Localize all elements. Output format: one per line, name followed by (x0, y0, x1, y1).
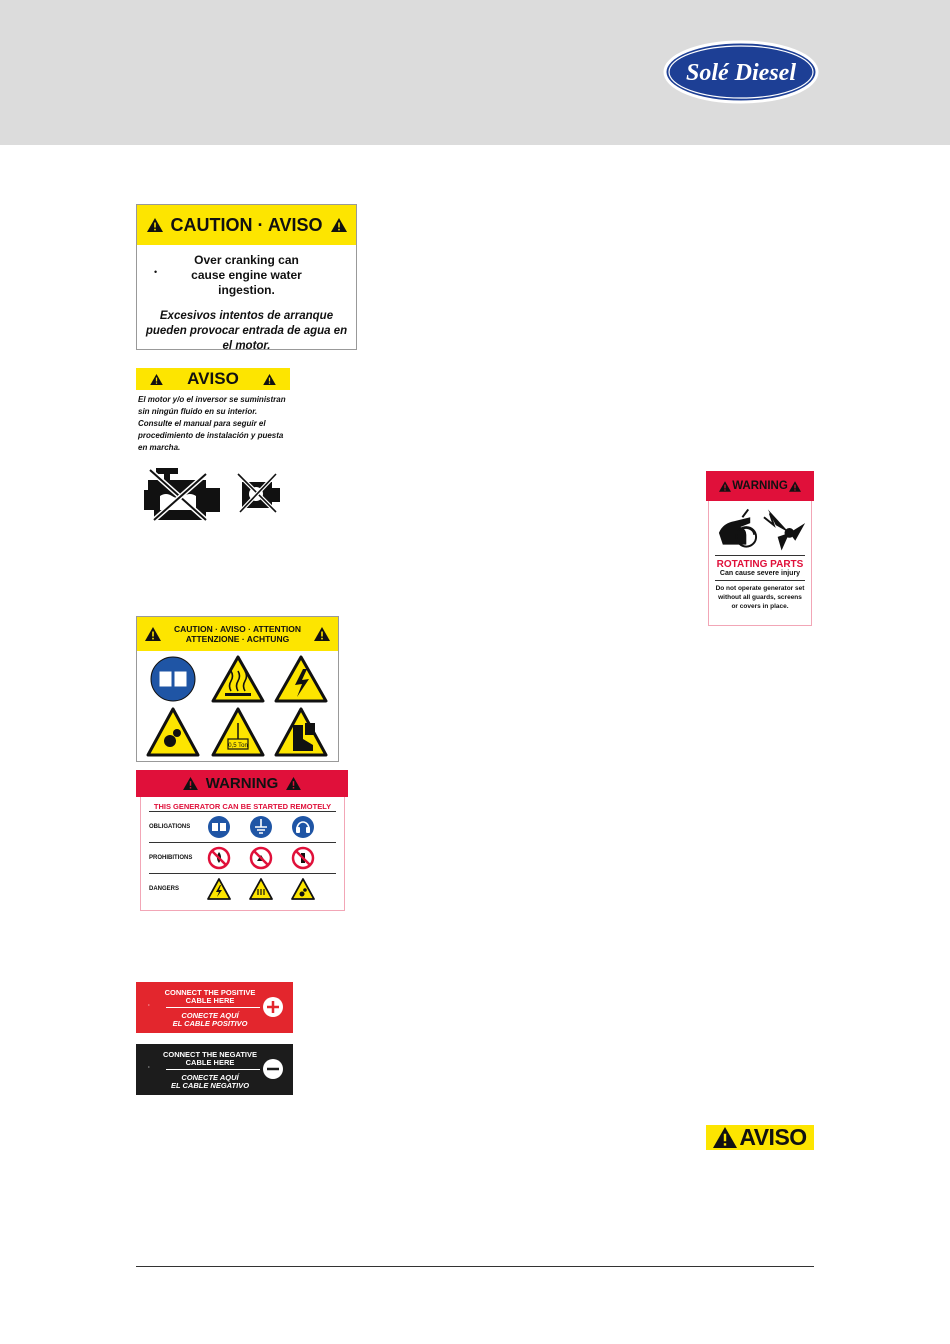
earth-ground-icon (249, 815, 273, 839)
aviso-small-label (706, 1125, 814, 1150)
caution-header-bar (137, 205, 356, 245)
warning-triangle-icon (314, 627, 330, 641)
row-label: OBLIGATIONS (149, 824, 191, 830)
caution-english-text: Over cranking can cause engine water ingestion. (191, 253, 302, 297)
caution-multi-header-bar (137, 617, 338, 651)
negative-es-line2: EL CABLE NEGATIVO (170, 1081, 250, 1090)
negative-en-line1: CONNECT THE NEGATIVE (162, 1050, 258, 1059)
ear-protection-icon (291, 815, 315, 839)
warning-remote-subtitle: THIS GENERATOR CAN BE STARTED REMOTELY (153, 802, 332, 811)
warning-header-text: WARNING (732, 480, 788, 492)
warning-triangle-icon (789, 481, 801, 492)
warning-triangle-icon (713, 1127, 737, 1148)
fan-blade-icon (762, 507, 805, 551)
caution-multi-line1: CAUTION · AVISO · ATTENTION (173, 624, 302, 634)
inverter-no-fluid-icon (236, 472, 284, 514)
positive-cable-label (136, 982, 293, 1033)
svg-text:Solé Diesel: Solé Diesel (686, 60, 796, 86)
negative-es-line1: CONECTE AQUÍ (181, 1073, 239, 1082)
bullet: · (148, 1003, 150, 1009)
warning-remote-header-text: WARNING (205, 775, 279, 792)
rotating-parts-icon (291, 878, 315, 900)
caution-multilingual-label (136, 616, 339, 762)
warning-remote-start-label (136, 770, 348, 912)
electric-shock-icon (207, 878, 231, 900)
footer-divider (136, 1266, 814, 1267)
bullet: • (154, 267, 158, 277)
warning-header-bar (706, 471, 814, 501)
foot-crush-icon (276, 709, 326, 755)
warning-triangle-icon (147, 218, 163, 232)
rotating-parts-subtitle: Can cause severe injury (719, 570, 801, 577)
obligations-row (149, 811, 336, 842)
lifting-weight-icon (213, 709, 263, 755)
warning-remote-header-bar (136, 770, 348, 797)
bullet: · (148, 1065, 150, 1071)
read-manual-icon (207, 815, 231, 839)
aviso-header-text: AVISO (187, 369, 239, 388)
warning-triangle-icon (719, 481, 731, 492)
positive-en-line1: CONNECT THE POSITIVE (164, 988, 256, 997)
aviso-small-text: AVISO (739, 1124, 807, 1150)
negative-cable-label (136, 1044, 293, 1095)
aviso-no-fluid-label (136, 368, 290, 518)
caution-spanish-text: Excesivos intentos de arranque pueden provocar entrada de agua en el motor. (145, 310, 348, 352)
hot-surface-icon (213, 657, 263, 701)
rotating-parts-text: Do not operate generator set without all guards, screens or covers in place. (715, 580, 805, 611)
rotating-parts-icon (148, 709, 198, 755)
aviso-text: El motor y/o el inversor se suministran sin ningún fluido en su interior. Consulte el manual para seguir el procedimiento de instalación y puesta en marcha. (138, 395, 286, 452)
sole-diesel-logo (663, 40, 819, 104)
warning-triangle-icon (286, 777, 301, 790)
warning-triangle-icon (145, 627, 161, 641)
divider (166, 1007, 260, 1008)
dangers-row (149, 873, 336, 904)
warning-rotating-body (708, 501, 812, 626)
aviso-header-bar (136, 368, 290, 390)
warning-triangle-icon (183, 777, 198, 790)
engine-no-fluid-icon (136, 466, 226, 522)
negative-en-line2: CABLE HERE (185, 1058, 235, 1067)
divider (166, 1069, 260, 1070)
rotating-parts-title: ROTATING PARTS (715, 555, 805, 570)
hand-entanglement-icon (715, 507, 762, 551)
caution-cranking-label (136, 204, 357, 350)
row-label: PROHIBITIONS (149, 855, 193, 861)
caution-multi-line2: ATTENZIONE · ACHTUNG (185, 634, 290, 644)
prohibitions-row (149, 842, 336, 873)
svg-text:0,5 Ton: 0,5 Ton (228, 743, 248, 749)
positive-es-line1: CONECTE AQUÍ (181, 1011, 239, 1020)
warning-triangle-icon (331, 218, 347, 232)
warning-remote-body (140, 797, 345, 911)
warning-triangle-icon (263, 374, 276, 385)
no-touch-icon (249, 846, 273, 870)
minus-icon (263, 1059, 283, 1079)
row-label: DANGERS (149, 886, 180, 892)
no-tools-icon (291, 846, 315, 870)
no-fire-icon (207, 846, 231, 870)
caution-header-text: CAUTION · AVISO (170, 214, 323, 235)
warning-rotating-parts-label (706, 471, 814, 626)
pictogram-grid (137, 651, 338, 761)
hot-surface-icon (249, 878, 273, 900)
electric-shock-icon (276, 657, 326, 701)
warning-triangle-icon (150, 374, 163, 385)
read-manual-icon (151, 657, 195, 701)
plus-icon (263, 997, 283, 1017)
positive-en-line2: CABLE HERE (185, 996, 235, 1005)
positive-es-line2: EL CABLE POSITIVO (172, 1019, 248, 1028)
